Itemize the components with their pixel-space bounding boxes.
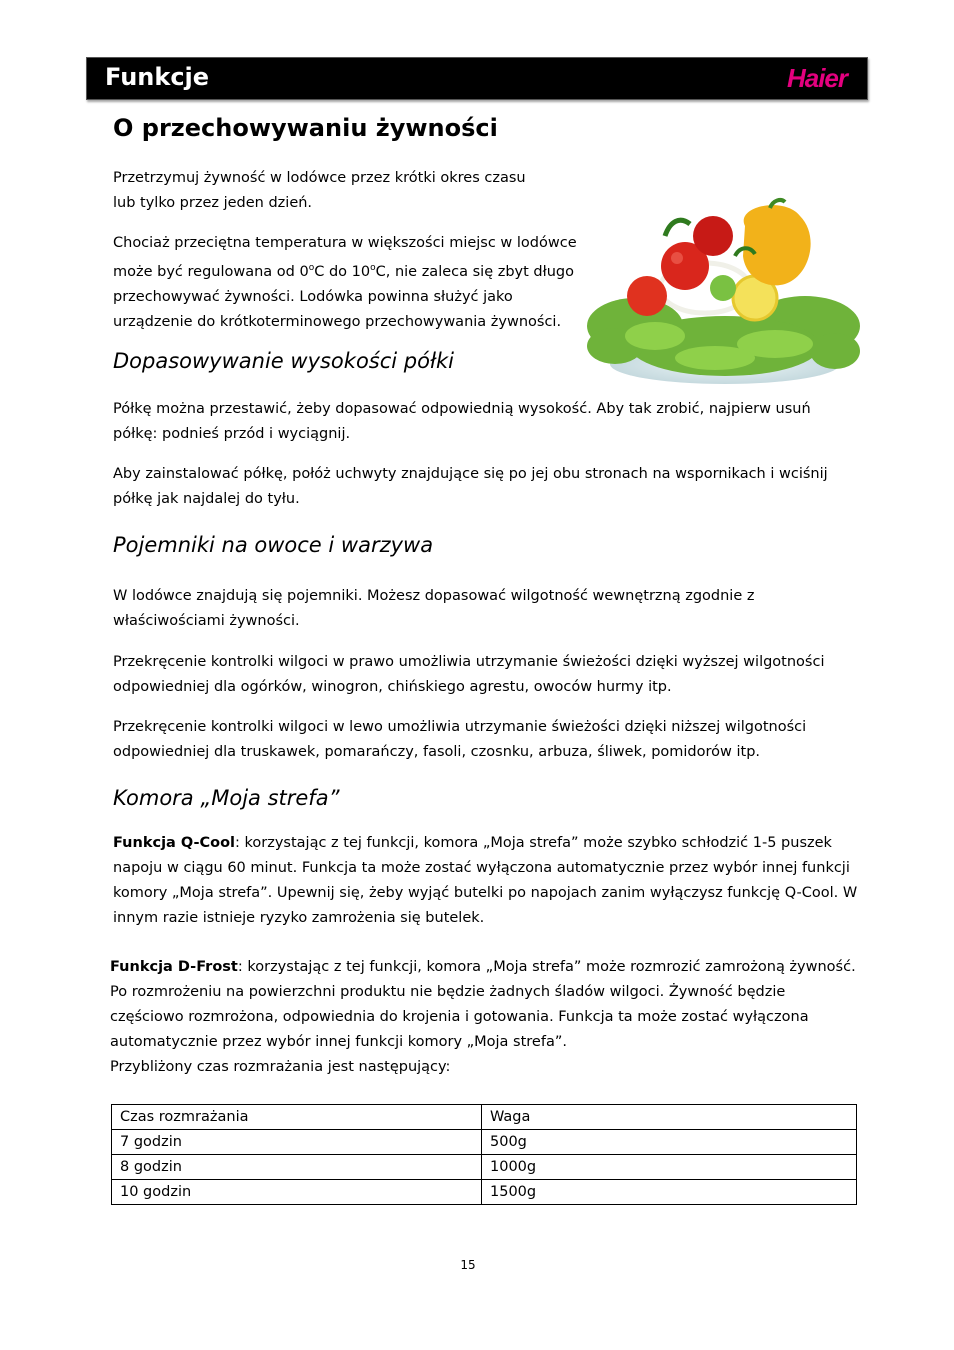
table-header-cell: Czas rozmrażania xyxy=(112,1105,482,1130)
shelf-heading: Dopasowywanie wysokości półki xyxy=(113,349,454,373)
containers-paragraph-2: Przekręcenie kontrolki wilgoci w prawo umożliwia utrzymanie świeżości dzięki wyższej wilgotności odpowiedniej dla ogórków, winogron, chińskiego agrestu, owoców hurmy itp. xyxy=(113,654,825,695)
haier-logo: Haier xyxy=(786,63,847,93)
qcool-text: : korzystając z tej funkcji, komora „Moja strefa” może szybko schłodzić 1-5 puszek napoju w ciągu 60 minut. Funkcja ta może zostać wyłączona automatycznie przez wybór innej funkcji komory „Moja strefa”. Upewnij się, żeby wyjąć butelki po napojach zanim wyłączysz funkcję Q-Cool. W innym razie istnieje ryzyko zamrożenia się butelek. xyxy=(113,835,858,926)
page-title: O przechowywaniu żywności xyxy=(113,114,498,142)
table-cell: 500g xyxy=(482,1130,857,1155)
table-cell: 1000g xyxy=(482,1155,857,1180)
intro-paragraph-2 xyxy=(113,231,577,335)
table-cell: 1500g xyxy=(482,1180,857,1205)
containers-paragraph-3: Przekręcenie kontrolki wilgoci w lewo umożliwia utrzymanie świeżości dzięki niższej wilgotności odpowiedniej dla truskawek, pomarańczy, fasoli, czosnku, arbuza, śliwek, pomidorów itp. xyxy=(113,719,807,760)
intro-line-2: lub tylko przez jeden dzień. xyxy=(113,195,313,211)
table-row xyxy=(112,1180,857,1205)
shelf-paragraph-2: Aby zainstalować półkę, połóż uchwyty znajdujące się po jej obu stronach na wspornikach i wciśnij półkę jak najdalej do tyłu. xyxy=(113,466,828,507)
approx-time-text: Przybliżony czas rozmrażania jest następujący: xyxy=(110,1059,451,1075)
temp-line-3: przechowywać żywności. Lodówka powinna służyć jako xyxy=(113,288,513,305)
table-cell: 8 godzin xyxy=(112,1155,482,1180)
table-cell: 7 godzin xyxy=(112,1130,482,1155)
shelf-paragraph-1: Półkę można przestawić, żeby dopasować odpowiednią wysokość. Aby tak zrobić, najpierw usuń półkę: podnieś przód i wyciągnij. xyxy=(113,401,811,442)
table-cell: 10 godzin xyxy=(112,1180,482,1205)
intro-paragraph-1 xyxy=(113,166,526,216)
temp-line-4: urządzenie do krótkoterminowego przechowywania żywności. xyxy=(113,313,562,330)
qcool-paragraph xyxy=(113,831,858,931)
section-title: Funkcje xyxy=(105,63,210,91)
table-header-row xyxy=(112,1105,857,1130)
dfrost-paragraph xyxy=(110,955,858,1080)
qcool-label: Funkcja Q-Cool xyxy=(113,835,236,851)
containers-heading: Pojemniki na owoce i warzywa xyxy=(113,533,434,557)
table-row xyxy=(112,1155,857,1180)
vegetables-image xyxy=(585,196,863,392)
defrost-time-table xyxy=(111,1104,857,1205)
table-row xyxy=(112,1130,857,1155)
table-header-cell: Waga xyxy=(482,1105,857,1130)
intro-line-1: Przetrzymuj żywność w lodówce przez krótki okres czasu xyxy=(113,170,526,186)
dfrost-label: Funkcja D-Frost xyxy=(110,959,238,975)
zone-heading: Komora „Moja strefa” xyxy=(113,786,340,810)
temp-line-2: może być regulowana od 0$^o$C do 10$^o$C, nie zaleca się zbyt długo xyxy=(113,263,575,280)
section-header-bar xyxy=(86,57,868,100)
dfrost-text: : korzystając z tej funkcji, komora „Moja strefa” może rozmrozić zamrożoną żywność. Po rozmrożeniu na powierzchni produktu nie będzie żadnych śladów wilgoci. Żywność będzie częściowo rozmrożona, odpowiednia do krojenia i gotowania. Funkcja ta może zostać wyłączona automatycznie przez wybór innej funkcji komory „Moja strefa”. xyxy=(110,959,856,1050)
containers-paragraph-1: W lodówce znajdują się pojemniki. Możesz dopasować wilgotność wewnętrzną zgodnie z właściwościami żywności. xyxy=(113,588,755,629)
page-number: 15 xyxy=(460,1258,476,1272)
temp-line-1: Chociaż przeciętna temperatura w większości miejsc w lodówce xyxy=(113,235,577,251)
